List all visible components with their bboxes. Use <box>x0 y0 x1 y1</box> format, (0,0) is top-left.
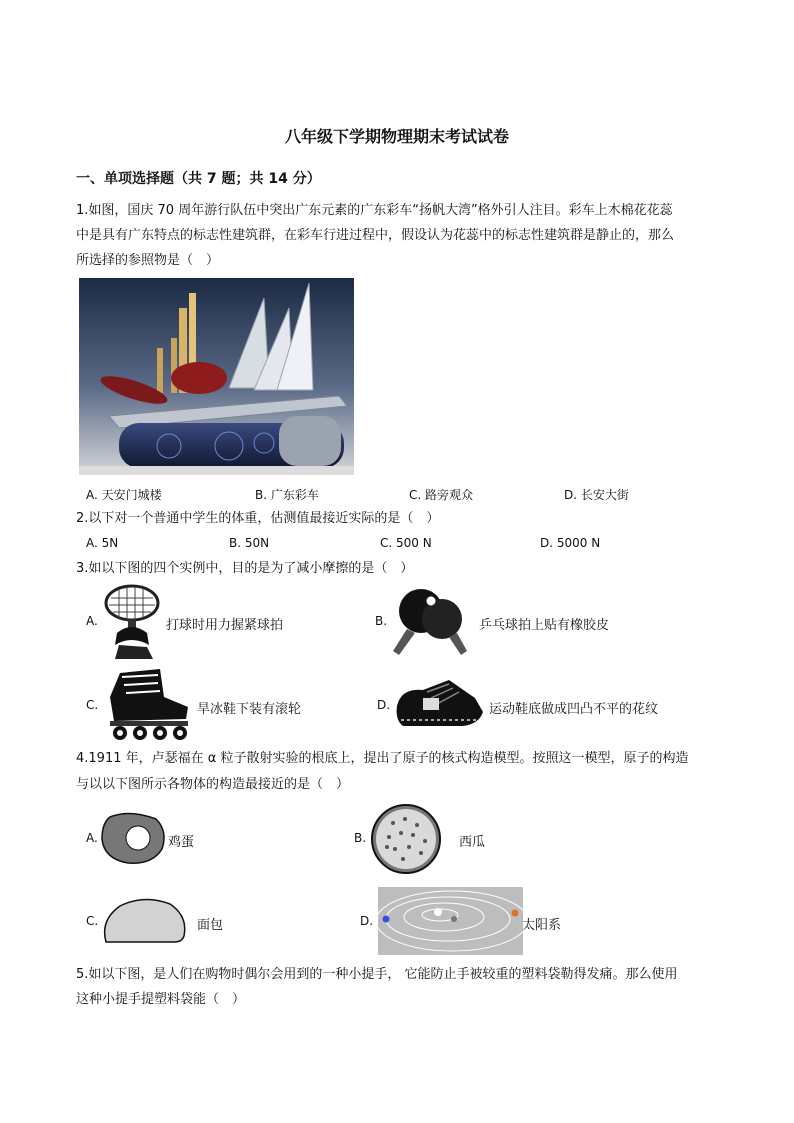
q4-line-2: 与以以下图所示各物体的构造最接近的是（ ） <box>76 777 350 792</box>
sneaker-icon <box>393 676 485 732</box>
egg-icon <box>100 811 168 865</box>
q1-option-b: B. 广东彩车 <box>255 488 319 502</box>
q3-text: 3.如以下图的四个实例中，目的是为了减小摩擦的是（ ） <box>76 561 414 576</box>
q1-line-2: 中是具有广东特点的标志性建筑群，在彩车行进过程中，假设认为花蕊中的标志性建筑群是静止的，那么 <box>76 228 675 243</box>
q4-b-letter: B. <box>354 831 367 845</box>
q3-d-letter: D. <box>377 698 391 712</box>
bread-icon <box>100 896 188 946</box>
q2-option-a: A. 5N <box>86 536 119 550</box>
q4-a-letter: A. <box>86 831 98 845</box>
q1-option-d: D. 长安大街 <box>564 488 629 502</box>
q4-c-caption: 面包 <box>197 918 224 933</box>
q1-option-c: C. 路旁观众 <box>409 488 474 502</box>
ping-pong-paddle-icon <box>387 585 473 657</box>
q2-option-c: C. 500 N <box>380 536 432 550</box>
q4-line-1: 4.1911 年，卢瑟福在 α 粒子散射实验的根底上，提出了原子的核式构造模型。按照这一模型，原子的构造 <box>76 751 689 766</box>
section-heading: 一、单项选择题（共 7 题；共 14 分） <box>76 171 321 187</box>
q4-d-caption: 太阳系 <box>522 918 562 933</box>
parade-float-image <box>79 278 354 475</box>
q2-text: 2.以下对一个普通中学生的体重，估测值最接近实际的是（ ） <box>76 511 440 526</box>
q4-a-caption: 鸡蛋 <box>168 835 195 850</box>
q3-b-letter: B. <box>375 614 388 628</box>
tennis-racket-icon <box>101 583 163 661</box>
q4-c-letter: C. <box>86 914 99 928</box>
q5-line-2: 这种小提手提塑料袋能（ ） <box>76 992 246 1007</box>
watermelon-icon <box>369 803 443 875</box>
q1-line-3: 所选择的参照物是（ ） <box>76 253 220 268</box>
q2-option-b: B. 50N <box>229 536 270 550</box>
q2-option-d: D. 5000 N <box>540 536 601 550</box>
q1-line-1: 1.如图，国庆 70 周年游行队伍中突出广东元素的广东彩车“扬帆大湾”格外引人注目。彩车上木棉花花蕊 <box>76 203 673 218</box>
page-title: 八年级下学期物理期末考试试卷 <box>284 127 509 146</box>
solar-system-icon <box>378 887 523 955</box>
roller-skate-icon <box>100 667 192 741</box>
q4-d-letter: D. <box>360 914 374 928</box>
q1-option-a: A. 天安门城楼 <box>86 488 162 502</box>
q3-a-caption: 打球时用力握紧球拍 <box>166 618 284 633</box>
q4-b-caption: 西瓜 <box>459 835 486 850</box>
q3-c-caption: 旱冰鞋下装有滚轮 <box>197 702 302 717</box>
q3-b-caption: 乒乓球拍上贴有橡胶皮 <box>479 618 610 633</box>
q3-a-letter: A. <box>86 614 98 628</box>
q3-d-caption: 运动鞋底做成凹凸不平的花纹 <box>489 702 659 717</box>
q5-line-1: 5.如以下图，是人们在购物时偶尔会用到的一种小提手， 它能防止手被较重的塑料袋勒得发痛。那么使用 <box>76 967 678 982</box>
q3-c-letter: C. <box>86 698 99 712</box>
